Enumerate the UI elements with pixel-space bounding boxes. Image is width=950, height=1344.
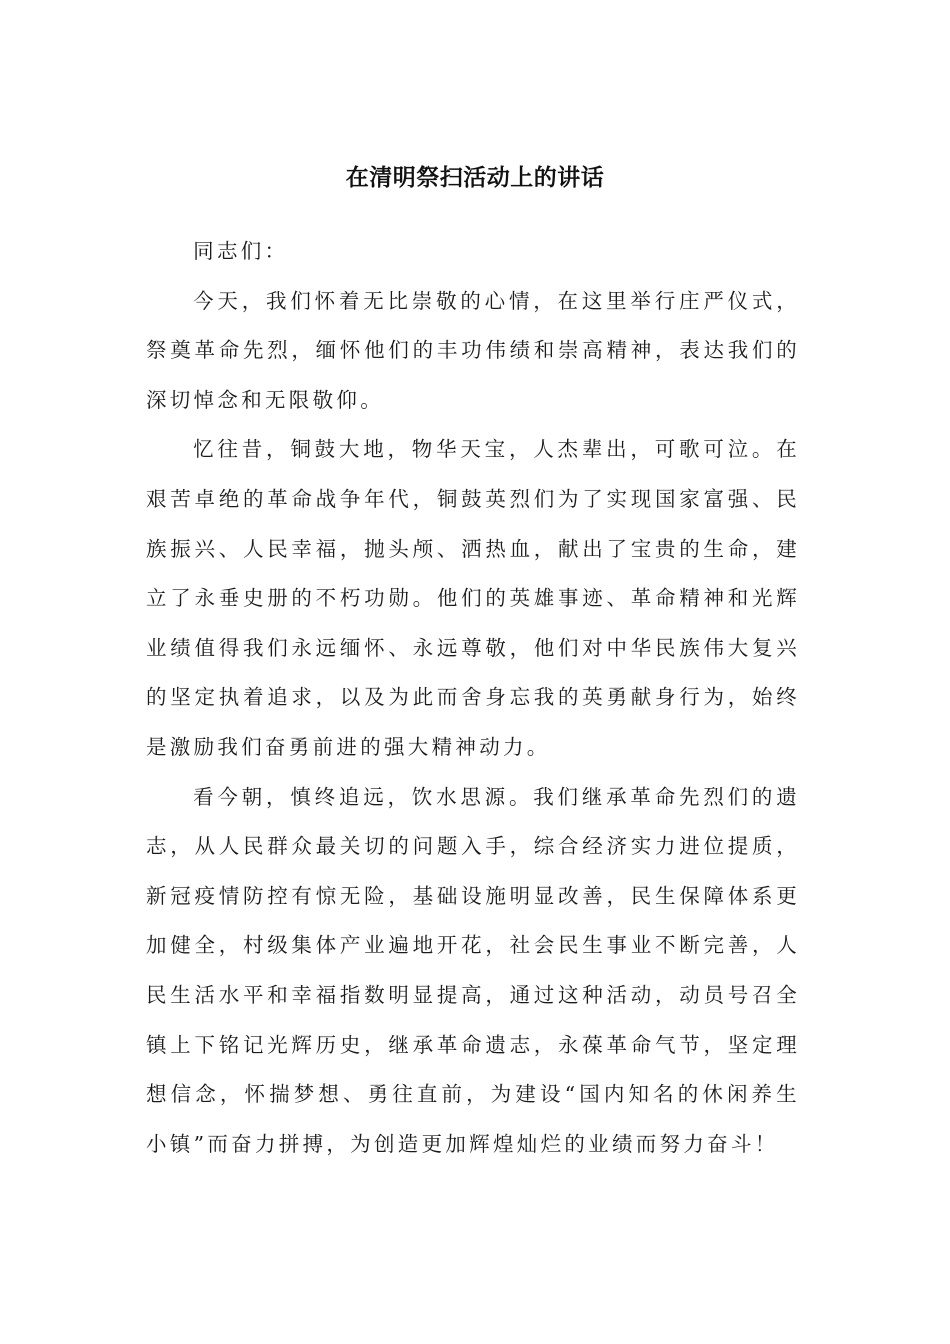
- paragraph-2: 忆往昔，铜鼓大地，物华天宝，人杰辈出，可歌可泣。在艰苦卓绝的革命战争年代，铜鼓英烈们为了实现国家富强、民族振兴、人民幸福，抛头颅、洒热血，献出了宝贵的生命，建立了永垂史册的不朽功勋。他们的英雄事迹、革命精神和光辉业绩值得我们永远缅怀、永远尊敬，他们对中华民族伟大复兴的坚定执着追求，以及为此而舍身忘我的英勇献身行为，始终是激励我们奋勇前进的强大精神动力。: [146, 437, 800, 759]
- document-title: 在清明祭扫活动上的讲话: [345, 165, 605, 191]
- greeting: 同志们：: [193, 239, 289, 263]
- document-body: [146, 227, 800, 1169]
- paragraph-1: 今天，我们怀着无比崇敬的心情，在这里举行庄严仪式，祭奠革命先烈，缅怀他们的丰功伟绩和崇高精神，表达我们的深切悼念和无限敬仰。: [146, 288, 800, 412]
- paragraph-3: 看今朝，慎终追远，饮水思源。我们继承革命先烈们的遗志，从人民群众最关切的问题入手，综合经济实力进位提质，新冠疫情防控有惊无险，基础设施明显改善，民生保障体系更加健全，村级集体产业遍地开花，社会民生事业不断完善，人民生活水平和幸福指数明显提高，通过这种活动，动员号召全镇上下铭记光辉历史，继承革命遗志，永葆革命气节，坚定理想信念，怀揣梦想、勇往直前，为建设“国内知名的休闲养生小镇”而奋力拼搏，为创造更加辉煌灿烂的业绩而努力奋斗！: [146, 784, 800, 1156]
